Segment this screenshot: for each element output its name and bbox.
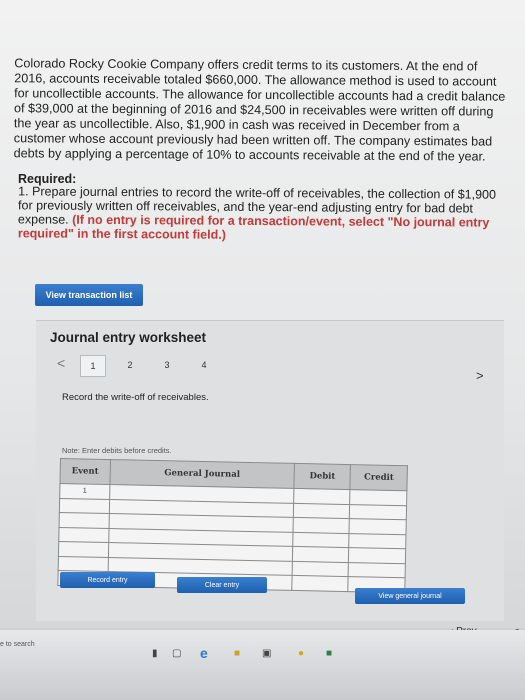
entry-instruction: Record the write-off of receivables.: [62, 392, 209, 403]
task-view-icon[interactable]: ▢: [172, 648, 182, 659]
debit-credit-note: Note: Enter debits before credits.: [62, 446, 172, 455]
debit-field[interactable]: [292, 575, 349, 591]
store-icon[interactable]: ▣: [262, 648, 272, 659]
taskbar-search[interactable]: e to search: [0, 641, 35, 648]
credit-field[interactable]: [349, 562, 406, 578]
event-cell: [58, 541, 108, 557]
debit-field[interactable]: [293, 517, 350, 533]
required-heading: Required:: [18, 172, 77, 186]
tab-3[interactable]: 3: [164, 360, 170, 370]
problem-statement: Colorado Rocky Cookie Company offers credit terms to its customers. At the end of 2016, accounts receivable totaled $660,000. The allowance method is used to account for uncollectible accounts. The allowance for uncollectible accounts had a credit balance of $39,000 at the beginning of 2016 and $24,500 in receivables were written off during the year as uncollectible. Also, $1,900 in cash was received in December from a customer whose account previously had been written off. The company estimates bad debts by applying a percentage of 10% to accounts receivable at the end of the year.: [13, 56, 506, 164]
chrome-icon[interactable]: ●: [298, 648, 305, 659]
credit-field[interactable]: [350, 504, 407, 520]
debit-field[interactable]: [292, 561, 349, 577]
chevron-left-icon[interactable]: <: [57, 355, 66, 371]
event-cell: [58, 556, 108, 572]
credit-field[interactable]: [349, 533, 406, 549]
tab-4[interactable]: 4: [201, 360, 207, 370]
debit-field[interactable]: [293, 503, 350, 519]
record-entry-button[interactable]: Record entry: [60, 572, 155, 588]
app-icon[interactable]: ■: [326, 648, 333, 659]
credit-header: Credit: [350, 465, 407, 491]
debit-field[interactable]: [292, 546, 349, 562]
chevron-right-icon[interactable]: >: [476, 368, 484, 383]
taskbar: [0, 630, 525, 700]
worksheet-title: Journal entry worksheet: [50, 330, 207, 345]
event-cell: [59, 498, 109, 514]
microphone-icon[interactable]: ▮: [152, 648, 158, 659]
debit-header: Debit: [294, 463, 351, 489]
tab-1[interactable]: 1: [80, 355, 106, 377]
files-icon[interactable]: ■: [234, 648, 241, 659]
debit-field[interactable]: [294, 488, 351, 504]
view-transaction-list-button[interactable]: View transaction list: [35, 284, 143, 306]
edge-icon[interactable]: e: [200, 645, 208, 661]
debit-field[interactable]: [293, 532, 350, 548]
required-item-text: Prepare journal entries to record the write-off of receivables, the collection of $1,900 for previously written off receivables, and the year-end adjusting entry for bad debt expense.: [17, 184, 497, 227]
credit-field[interactable]: [350, 490, 407, 506]
clear-entry-button[interactable]: Clear entry: [177, 577, 267, 593]
event-cell: [59, 512, 109, 528]
required-item: [18, 184, 496, 243]
required-note: (If no entry is required for a transaction/event, select "No journal entry required" in the first account field.): [17, 212, 490, 242]
general-journal-header: General Journal: [110, 460, 295, 489]
credit-field[interactable]: [349, 519, 406, 535]
event-cell: 1: [60, 484, 110, 500]
event-header: Event: [60, 459, 110, 485]
view-general-journal-button[interactable]: View general journal: [355, 588, 465, 604]
credit-field[interactable]: [349, 548, 406, 564]
event-cell: [59, 527, 109, 543]
required-item-number: 1.: [18, 184, 29, 199]
tab-2[interactable]: 2: [127, 360, 133, 370]
